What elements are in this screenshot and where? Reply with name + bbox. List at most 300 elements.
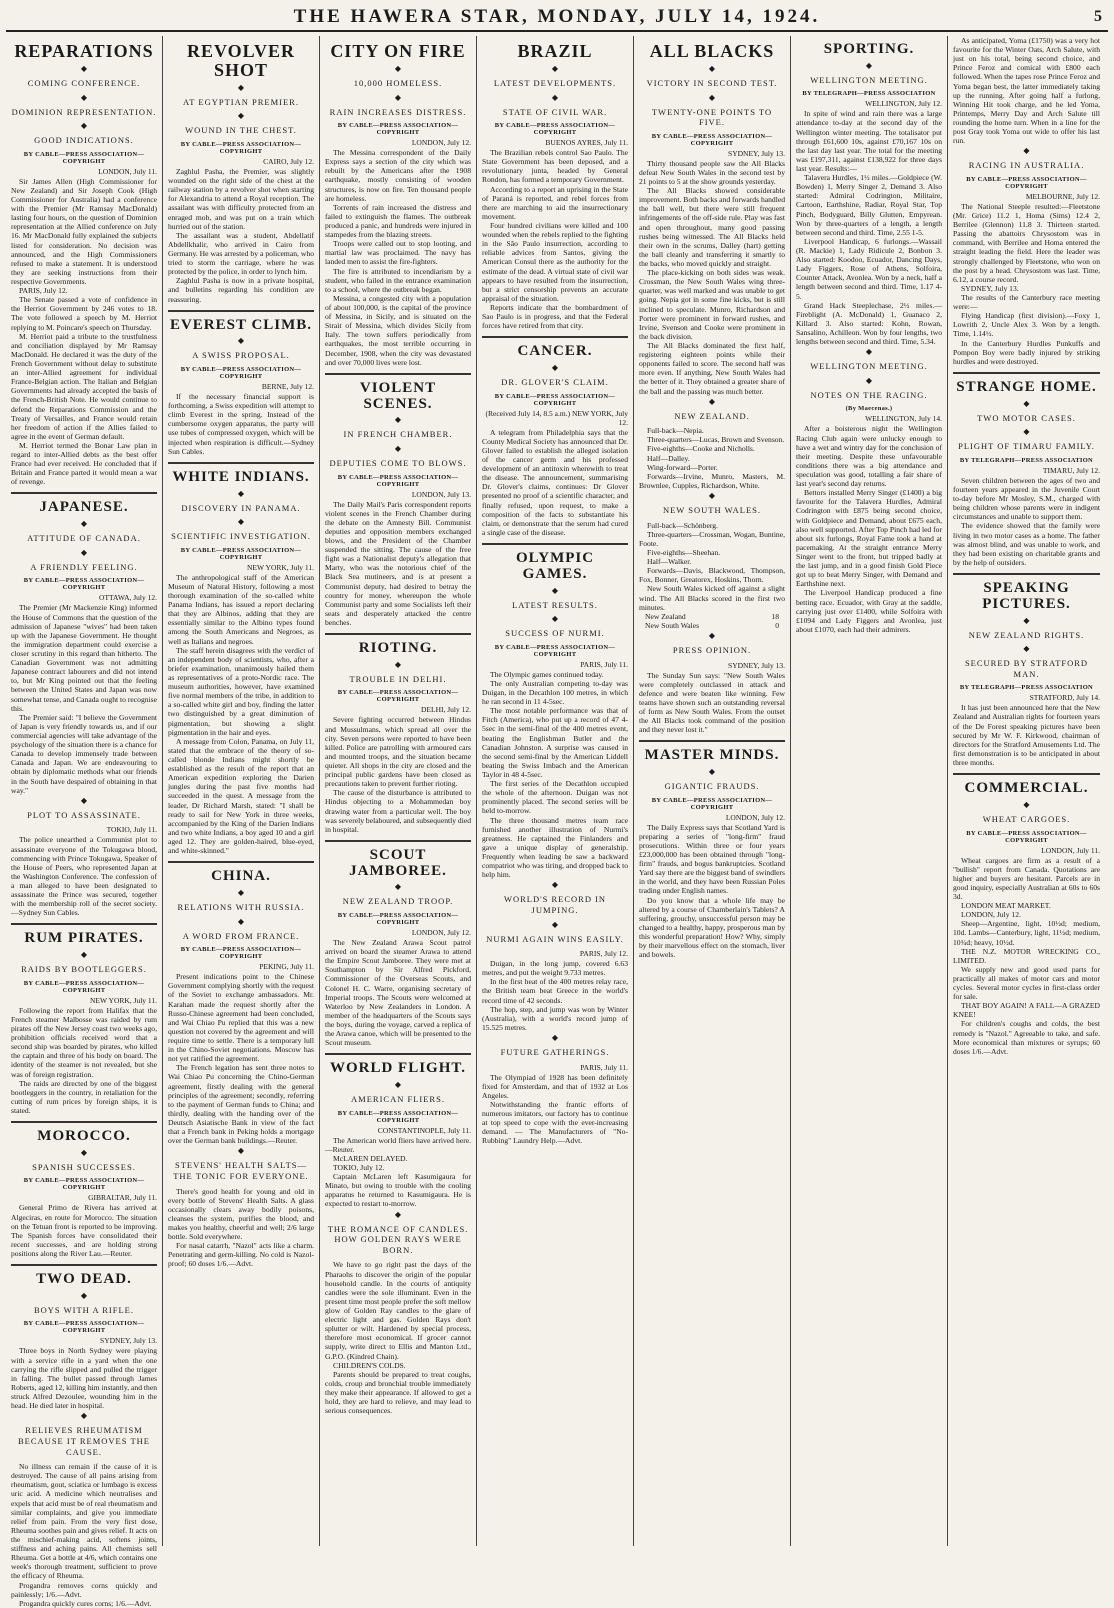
- cable-credit: BY CABLE—PRESS ASSOCIATION—COPYRIGHT: [180, 546, 302, 561]
- article-subheading: WHEAT CARGOES.: [982, 813, 1071, 824]
- article-paragraph: The French legation has sent three notes to Wai Chiao Pu concerning the Chino-German agreement, firstly dealing with the general principles of the agreement; secondly, referring to the payment of German funds to China; and thirdly, dealing with the handing over of the Deutsch Asiatische Bank in view of the fact that a French bank in Peking holds a mortgage over the German bank buildings.—Reuter.: [168, 1063, 316, 1146]
- cable-credit: BY CABLE—PRESS ASSOCIATION—COPYRIGHT: [180, 946, 302, 961]
- article-paragraph: Thirty thousand people saw the All Blacks defeat New South Wales in the second test by 21 points to 5 at the show grounds yesterday.: [639, 158, 787, 186]
- article-divider: [953, 573, 1100, 575]
- diamond-ornament: ◆: [80, 63, 88, 73]
- article-divider: [168, 861, 314, 863]
- article-paragraph: Torrents of rain increased the distress and failed to extinguish the flames. The outbreak produced a panic, and hundreds were injured in stampedes from the blazing streets.: [325, 202, 473, 240]
- article-paragraph: Reports indicate that the bombardment of Sao Paulo is in progress, and that the Federal forces have retired from that city.: [482, 303, 630, 331]
- article-paragraph: Flying Handicap (first division).—Foxy 1, Lowrith 2, Uncle Alex 3. Won by a length. Time, 1.14½.: [953, 311, 1102, 339]
- article-paragraph: THE N.Z. MOTOR WRECKING CO., LIMITED.: [953, 946, 1102, 965]
- diamond-ornament: ◆: [1023, 398, 1030, 408]
- article-subheading: NEW ZEALAND.: [674, 410, 750, 421]
- article-headline: STRANGE HOME.: [956, 378, 1097, 395]
- dateline: LONDON, July 13.: [411, 489, 471, 499]
- dateline: PEKING, July 11.: [259, 962, 314, 972]
- article-headline: RIOTING.: [358, 640, 438, 657]
- cable-credit: BY CABLE—PRESS ASSOCIATION—COPYRIGHT: [23, 1177, 145, 1192]
- article-subheading: A FRIENDLY FEELING.: [30, 561, 138, 572]
- article-paragraph: Progandra quickly cures corns; 1/6.—Advt.: [19, 1598, 152, 1608]
- article-headline: CHINA.: [211, 868, 271, 885]
- article-paragraph: Duigan, in the long jump, covered 6.63 metres, and put the weight 9.733 metres.: [482, 959, 630, 978]
- dateline: NEW YORK, July 11.: [246, 562, 314, 572]
- article: [482, 881, 628, 1032]
- article: [639, 632, 785, 734]
- dateline: CONSTANTINOPLE, July 11.: [377, 1125, 471, 1135]
- article-headline: MOROCCO.: [37, 1128, 131, 1145]
- dateline: LONDON, July 12.: [411, 927, 471, 937]
- article-paragraph: If the necessary financial support is forthcoming, a Swiss expedition will attempt to climb Everest in the spring. Instead of the cumbersome oxygen apparatus, the party will use tubes of compressed oxygen, which will be injected when respiration is difficult.—Sydney Sun Cables.: [168, 392, 316, 456]
- article-paragraph: In the first heat of the 400 metres relay race, the British team beat Greece in the world's record time of 42 seconds.: [482, 977, 630, 1005]
- diamond-ornament: ◆: [394, 659, 402, 669]
- article-paragraph: No illness can remain if the cause of it is destroyed. The cause of all pains arising from rheumatism, gout, sciatica or lumbago is excess uric acid. A medicine which neutralises and expels that acid must be of real rheumatism and similar complaints, and give you immediate relief from pain. From the very first dose, Rheuma soothes pain and gives relief. It acts on the mischief-making acid, softens joints, stiffness and aching pains. All chemists sell Rheuma. Get a bottle at 4/6, which contains one week's thorough treatment, sufficient to prove the efficacy of Rheuma.: [11, 1462, 159, 1581]
- article: [325, 42, 471, 367]
- dateline: TIMARU, July 12.: [1042, 465, 1100, 475]
- article: [11, 1412, 157, 1608]
- article-paragraph: The Daily Express says that Scotland Yard is preparing a series of "long-firm" fraud prosecutions. Within three or four years £23,000,000 has been obtained through "long-firm" frauds, and bogus bankruptcies. Scotland Yard say there are the biggest band of swindlers in the world, and they have been Russian Poles trading under English names.: [639, 822, 787, 896]
- cable-credit: BY TELEGRAPH—PRESS ASSOCIATION: [959, 684, 1094, 692]
- article: [482, 42, 628, 330]
- article-paragraph: Seven children between the ages of two and fourteen years appeared in the Juvenile Court to-day before Mr Mosley, S.M., charged with being children whose parents were in indigent circumstances and unable to support them.: [953, 475, 1102, 522]
- article-paragraph: Zaghlul Pasha is now in a private hospital, and bulletins regarding his condition are reassuring.: [168, 276, 316, 304]
- article-subheading: WELLINGTON MEETING.: [810, 74, 928, 85]
- article-paragraph: CHILDREN'S COLDS.: [333, 1360, 406, 1370]
- article: [796, 348, 942, 634]
- article-paragraph: Troops were called out to stop looting, and martial law was proclaimed. The navy has landed men to assist the fire-fighters.: [325, 239, 473, 267]
- article-paragraph: The Senate passed a vote of confidence in the Herriot Government by 246 votes to 18. The vote followed a speech by M. Herriot replying to M. Poincare's speech on Thursday.: [11, 295, 159, 332]
- article-subheading: FUTURE GATHERINGS.: [500, 1047, 610, 1058]
- article-paragraph: Messina, a congested city with a population of about 100,000, is the capital of the province of Messina, in Sicily, and is situated on the Strait of Messina, which divides Sicily from Italy. The town suffers periodically from earthquakes, the most terrible occurring in December, 1908, when the city was devastated and over 70,000 lives were lost.: [325, 293, 473, 367]
- cable-credit: BY CABLE—PRESS ASSOCIATION—COPYRIGHT: [966, 829, 1087, 844]
- article-paragraph: The first series of the Decathlon occupied the whole of the afternoon. Duigan was not prominently placed. The second series will be held to-morrow.: [482, 779, 630, 816]
- masthead: [6, 4, 1108, 32]
- article-divider: [325, 373, 471, 375]
- article-subheading: SECURED BY STRATFORD MAN.: [964, 658, 1089, 679]
- score-value: 18: [771, 611, 779, 621]
- article-subheading: A SWISS PROPOSAL.: [192, 350, 290, 361]
- diamond-ornament: ◆: [551, 880, 559, 890]
- article-paragraph: The most notable performance was that of Fitch (America), who put up a record of 47 4-5sec in the semi-final of the 400 metres event, beating the Englishman Butler and the Canadian Johnston. A surprise was caused in the second semi-final by the American Liddell beating the Swiss Imbach and the American Taylor in 48 4-5sec.: [482, 706, 630, 779]
- article-divider: [168, 310, 314, 312]
- article-paragraph: The Premier (Mr Mackenzie King) informed the House of Commons that the question of the admission of Japanese "wives" had been taken up with the Japanese Government. He thought the immigration department could exercise a closer scrutiny in this regard than hitherto. The Canadian Government was not admitting Japanese contract labourers and did not intend to, but Mr King pointed out that the feeling between the United States and Japan was now somewhat tense, and Canada ought to recognise this.: [11, 603, 159, 713]
- article-subheading: COMING CONFERENCE.: [27, 77, 141, 88]
- diamond-ornament: ◆: [551, 63, 559, 73]
- diamond-ornament: ◆: [237, 887, 245, 897]
- article-paragraph: The Daily Mail's Paris correspondent reports violent scenes in the French Chamber during the debate on the Amnesty Bill. Communist deputies and opposition members exchanged blows, and the President of the Chamber suspended the sitting. The cause of the free fight was a Nationalist deputy's allegation that Marty, who was the notorious chief of the Black Sea mutineers, and is at present a Communist deputy, had desired to betray the country for money, whereupon the whole Communist party and some Socialists left their seats and desperately attacked the centre benches.: [325, 499, 473, 627]
- cable-credit: BY CABLE—PRESS ASSOCIATION—COPYRIGHT: [23, 150, 145, 165]
- article-paragraph: Three-quarters—Crossman, Wogan, Buntine, Foote.: [639, 529, 787, 548]
- article: [482, 543, 628, 879]
- news-column: [6, 36, 163, 1608]
- article-subheading: RELIEVES RHEUMATISM BECAUSE IT REMOVES THE CAUSE.: [18, 1425, 150, 1457]
- article-paragraph: According to a report an uprising in the State of Paraná is reported, and rebel forces from there are marching to aid the insurrectionary movement.: [482, 184, 630, 221]
- diamond-ornament: ◆: [865, 60, 873, 70]
- article-divider: [325, 840, 471, 842]
- article-subheading: RAIN INCREASES DISTRESS.: [329, 106, 467, 117]
- score-row: [639, 612, 785, 621]
- page-number: 5: [1094, 8, 1102, 25]
- diamond-ornament: ◆: [394, 415, 402, 425]
- article-divider: [11, 1264, 157, 1266]
- article-paragraph: M. Herriot paid a tribute to the trustfulness and conciliation displayed by Mr Ramsay MacDonald. He declared it was the duty of the French Government without delay to substitute an inter-Allied agreement for individual France-Belgian action. The Italian and Belgian Governments had already accepted the basis of the French-British Note. He would continue to defend the Reparations Commission and the Treaty of Versailles, and France would retain her freedom of action if the Allies failed to agree in the event of German default.: [11, 331, 159, 441]
- article-paragraph: The fire is attributed to incendiarism by a student, who failed in the entrance examination to a school, where the outbreak began.: [325, 266, 473, 294]
- article-paragraph: The Sunday Sun says: "New South Wales were completely outclassed in attack and defence and were beaten like winning. Few teams have shown such an outstanding reversal of form as New South Wales. From the outset the All Blacks took command of the position and they never lost it.": [639, 670, 787, 735]
- article-paragraph: The staff herein disagrees with the verdict of an independent body of scientists, who, after a briefer examination, unanimously hailed them as representatives of a proto-Nordic race. The museum authorities, however, have examined five normal members of the tribe, in addition to a so-called white girl and boy, finding the latter two distinguished by a great diminution of pigmentation, but showing a slight pigmentation in the hair and eyes.: [168, 645, 316, 737]
- article-paragraph: Sheep—Argentine, light, 10½d; medium, 10d. Lambs—Canterbury, light, 11½d; medium, 10¾d; heavy, 10½d.: [953, 919, 1102, 947]
- article-paragraph: The Liverpool Handicap produced a fine betting race. Ecuador, with Gray at the saddle, carrying just over £1400, while Solfoira with £1094 and Lady Figgers and Avonlea, just about £1070, each had their admirers.: [796, 588, 944, 634]
- article-paragraph: Three boys in North Sydney were playing with a service rifle in a yard when the one carrying the rifle slipped and pulled the trigger in falling. The bullet passed through James Roberts, aged 12, killing him instantly, and then struck Alfred Dezoulee, wounding him in the head. He died later in hospital.: [11, 1346, 159, 1411]
- article-headline: SCOUT JAMBOREE.: [349, 846, 447, 879]
- article-subheading: GOOD INDICATIONS.: [34, 135, 134, 146]
- dateline: TOKIO, July 11.: [106, 825, 157, 835]
- article: [325, 840, 471, 1047]
- article-divider: [639, 740, 785, 742]
- diamond-ornament: ◆: [394, 1080, 402, 1090]
- article-headline: SPEAKING PICTURES.: [982, 580, 1071, 612]
- cable-credit: BY CABLE—PRESS ASSOCIATION—COPYRIGHT: [180, 366, 302, 381]
- article-paragraph: The three thousand metres team race furnished another illustration of Nurmi's greatness. He captained the Finlanders and gave a unique display of generalship. Frequently when leading he saw a backward compatriot who was tiring, and dropped back to help him.: [482, 815, 630, 880]
- article-subheading: TWENTY-ONE POINTS TO FIVE.: [651, 106, 773, 128]
- article-paragraph: Wheat cargoes are firm as a result of a "bullish" report from Canada. Quotations are higher and buyers are hesitant. Parcels are in good inquiry, especially Australian at 60s to 60s 3d.: [953, 855, 1102, 901]
- cable-credit: BY CABLE—PRESS ASSOCIATION—COPYRIGHT: [494, 643, 616, 658]
- diamond-ornament: ◆: [708, 92, 716, 102]
- article: [482, 336, 628, 537]
- article-paragraph: For nasal catarrh, "Nazol" acts like a charm. Penetrating and germ-killing. No cold is Nazol-proof; 60 doses 1/6.—Advt.: [168, 1241, 316, 1269]
- article-paragraph: Parents should be prepared to treat coughs, colds, croup and bronchial trouble immediately they make their appearance. If allowed to get a hold, they are hard to relieve, and may lead to serious consequences.: [325, 1369, 473, 1416]
- dateline: LONDON, July 11.: [98, 166, 157, 176]
- cable-credit: BY TELEGRAPH—PRESS ASSOCIATION: [959, 456, 1094, 464]
- diamond-ornament: ◆: [80, 1147, 88, 1157]
- diamond-ornament: ◆: [551, 92, 559, 102]
- diamond-ornament: ◆: [708, 396, 716, 406]
- article-paragraph: THAT BOY AGAIN! A FALL—A GRAZED KNEE!: [953, 1001, 1102, 1020]
- article-subheading: PRESS OPINION.: [672, 644, 752, 655]
- article-paragraph: New South Wales kicked off against a slight wind. The All Blacks scored in the first two minutes.: [639, 584, 787, 612]
- dateline: LONDON, July 11.: [1041, 845, 1100, 855]
- diamond-ornament: ◆: [1023, 615, 1030, 625]
- article: [11, 42, 157, 486]
- article-paragraph: The Messina correspondent of the Daily Express says a section of the city which was rebuilt by the Americans after the 1908 earthquake, mostly consisting of wooden structures, is now on fire. Ten thousand people are homeless.: [325, 148, 473, 203]
- diamond-ornament: ◆: [1023, 799, 1030, 809]
- article-headline: EVEREST CLIMB.: [169, 316, 313, 333]
- cable-credit: BY CABLE—PRESS ASSOCIATION—COPYRIGHT: [337, 1109, 459, 1124]
- article-paragraph: We supply new and good used parts for practically all makes of motor cars and motor cycles. Several motor cycles in first-class order for sale.: [953, 964, 1102, 1002]
- article-headline: COMMERCIAL.: [964, 780, 1089, 797]
- article-divider: [482, 543, 628, 545]
- article-headline: REVOLVER SHOT: [186, 41, 295, 80]
- article-paragraph: The National Steeple resulted:—Fleetstone (Mr. Grice) 11.2 1, Homa (Sims) 12.4 2, Berrilee (Glennon) 11.8 3. Thirteen started. Passing the abattoirs Chrysostom was in command, with Berrilee and Homa entered the straight leading the field. Here the leader was strongly challenged by Fleetstone, who won on the post by a head. Chrysostom was last. Time, 6.12, a course record.: [953, 201, 1102, 284]
- article-paragraph: LONDON, July 12.: [961, 910, 1021, 920]
- article-paragraph: Five-eighths—Sheehan.: [647, 547, 721, 557]
- article-headline: CANCER.: [517, 343, 593, 360]
- diamond-ornament: ◆: [1023, 146, 1030, 156]
- diamond-ornament: ◆: [551, 1033, 559, 1043]
- diamond-ornament: ◆: [80, 950, 88, 960]
- article-subheading: 10,000 HOMELESS.: [353, 77, 443, 88]
- article-paragraph: The New Zealand Arawa Scout patrol arrived on board the steamer Arawa to attend the Empire Scout Jamboree. They were met at Southampton by Sir Alfred Pickford, Commissioner of the Overseas Scouts, and Colonel H. C. Warre, organising secretary of Imperial troops. The Scouts were welcomed at Waterloo by New Zealanders in London. A member of the headquarters of the Scouts says the boys, during the voyage, carved a replica of the Arawa canoe, which will be presented to the Scout museum.: [325, 937, 473, 1048]
- article: [639, 42, 785, 396]
- article-subheading: NOTES ON THE RACING.: [810, 389, 928, 400]
- article: [482, 1034, 628, 1146]
- diamond-ornament: ◆: [237, 916, 245, 926]
- article: [953, 573, 1100, 767]
- diamond-ornament: ◆: [394, 882, 402, 892]
- article-paragraph: LONDON MEAT MARKET.: [961, 901, 1051, 911]
- article-subheading: SUCCESS OF NURMI.: [505, 628, 605, 639]
- news-column: [948, 36, 1105, 1546]
- article-headline: OLYMPIC GAMES.: [515, 550, 595, 582]
- article-paragraph: Progandra removes corns quickly and painlessly; 1/6.—Advt.: [11, 1580, 159, 1599]
- diamond-ornament: ◆: [394, 443, 402, 453]
- diamond-ornament: ◆: [237, 111, 245, 121]
- article-headline: MASTER MINDS.: [644, 747, 780, 764]
- article-headline: ALL BLACKS: [649, 41, 775, 61]
- article: [953, 372, 1100, 567]
- diamond-ornament: ◆: [865, 375, 873, 385]
- article: [168, 310, 314, 456]
- article-subheading: NEW SOUTH WALES.: [662, 505, 762, 515]
- article-subheading: STATE OF CIVIL WAR.: [502, 106, 608, 117]
- article-paragraph: McLAREN DELAYED.: [333, 1153, 408, 1163]
- article-headline: CITY ON FIRE: [330, 41, 466, 61]
- article-paragraph: A message from Colon, Panama, on July 11, stated that the embrace of the theory of so-called blonde Indians might shortly be established as the result of the report that an American expedition exploring the Darien jungles during the past five months had succeeded in the quest. A message from the leader, Dr Richard Marsh, stated: "I shall be ready to sail for New York in three weeks, accompanied by the King of the Darien Indians and two white Indians, a boy aged 10 and a girl aged 12. They are golden-haired, blue-eyed, and white-skinned.": [168, 736, 316, 856]
- diamond-ornament: ◆: [394, 63, 402, 73]
- dateline: DELHI, July 12.: [421, 705, 471, 715]
- article: [11, 923, 157, 1115]
- news-column: [634, 36, 791, 1546]
- news-column: [320, 36, 477, 1546]
- news-column: [477, 36, 634, 1546]
- article-paragraph: Do you know that a whole life may be altered by a course of Chamberlain's Tablets? A suffering, grouchy, unsuccessful person may be changed to a healthy, happy, prosperous man by this wonderful preparation! How? Why, simply by their marvellous effect on the stomach, liver and bowels.: [639, 895, 787, 960]
- cable-credit: BY CABLE—PRESS ASSOCIATION—COPYRIGHT: [651, 132, 773, 147]
- diamond-ornament: ◆: [237, 336, 245, 346]
- article-subheading: NEW ZEALAND TROOP.: [342, 896, 454, 907]
- article-headline: REPARATIONS: [14, 41, 154, 61]
- article-paragraph: SYDNEY, July 13.: [961, 283, 1019, 293]
- article-paragraph: Severe fighting occurred between Hindus and Mussulmans, which spread all over the city. Seven persons were reported to have been killed. Police are patrolling with armoured cars and mounted troops, and the situation became quieter. All shops in the city are closed and the principal public gardens have been closed as precautions taken to prevent further rioting.: [325, 715, 473, 789]
- score-team: New Zealand: [645, 611, 686, 621]
- article-paragraph: The Olympic games continued today.: [490, 669, 604, 679]
- dateline: PARIS, July 11.: [580, 1062, 628, 1072]
- article-paragraph: Captain McLaren left Kasumigaura for Minato, but owing to trouble with the cooling apparatus he returned to Kasumigaura. He is expected to restart to-morrow.: [325, 1172, 473, 1209]
- article-paragraph: After a boisterous night the Wellington Racing Club again were unlucky enough to have a wet and wintry day for the conclusion of their meeting. Despite these unfavourable conditions there was a big attendance and speculation was good, totalling a fair share of last year's second day returns.: [796, 424, 944, 489]
- article-paragraph: Talavera Hurdles, 1½ miles.—Goldpiece (W. Bowden) 1, Merry Singer 2, Demand 3. Also started: Admiral Codrington, Militaire, Cartoon, Earthshine, Radiar, Royal Star, Top Pinch, Bodyguard, Billy Glutten, Empyrean. Won by three-quarters of a length, a length between second and third. Time, 2.55 1-5.: [796, 173, 944, 237]
- article-paragraph: The evidence showed that the family were living in two motor cases as a home. The father was almost blind, and was unable to work, and they had been existing on charitable grants and by the help of outsiders.: [953, 521, 1102, 567]
- diamond-ornament: ◆: [708, 767, 716, 777]
- article-subheading: NEW ZEALAND RIGHTS.: [968, 629, 1085, 640]
- article-paragraph: Three-quarters—Lucas, Brown and Svenson.: [647, 435, 785, 445]
- article: [11, 797, 157, 918]
- article: [639, 492, 785, 612]
- article-paragraph: The All Blacks showed considerable improvement. Both backs and forwards handled the ball well, but there were still frequent infringements of the off-side rule. Play was fast and open throughout, many good passing rushes being witnessed. The All Blacks held their own in the scrums, Dalley (hart) getting the ball cleanly and transferring it smartly to the backs, who moved quickly and straight.: [639, 186, 787, 268]
- cable-credit: BY CABLE—PRESS ASSOCIATION—COPYRIGHT: [337, 689, 459, 704]
- article-paragraph: The raids are directed by one of the biggest bootleggers in the country, in retaliation for the cutting of rum prices by foreign ships, it is stated.: [11, 1078, 159, 1115]
- article-headline: SPORTING.: [823, 41, 915, 57]
- article-paragraph: Liverpool Handicap, 6 furlongs.—Wassail (R. Mackie) 1, Lady Ridicule 2, Bonbon 3. Also started: Koodoo, Ecuador, Dancing Days, Lady Figgers, Rose of Athens, Solfoira, Counter Attack, Avonlea. Won by a neck, half a length between second and third. Time, 1.17 4-5.: [796, 236, 944, 301]
- diamond-ornament: ◆: [394, 92, 402, 102]
- article-paragraph: TOKIO, July 12.: [333, 1162, 385, 1172]
- diamond-ornament: ◆: [1023, 427, 1030, 437]
- article: [11, 1264, 157, 1410]
- article-paragraph: The assailant was a student, Abdellatif Abdellkhalir, who arrived in Cairo from Germany. He was arrested by a policeman, who tried to storm the carriage, where he was protected by the police, in order to lynch him.: [168, 230, 316, 277]
- article-subheading: SPANISH SUCCESSES.: [32, 1161, 136, 1172]
- cable-credit: BY CABLE—PRESS ASSOCIATION—COPYRIGHT: [494, 392, 616, 407]
- article-paragraph: The Olympiad of 1928 has been definitely fixed for Amsterdam, and that of 1932 at Los Angeles.: [482, 1072, 630, 1100]
- diamond-ornament: ◆: [551, 614, 559, 624]
- article: [325, 1211, 471, 1416]
- cable-credit: BY CABLE—PRESS ASSOCIATION—COPYRIGHT: [966, 175, 1087, 190]
- article-subheading: AMERICAN FLIERS.: [351, 1094, 445, 1105]
- diamond-ornament: ◆: [394, 1209, 402, 1219]
- cable-credit: BY CABLE—PRESS ASSOCIATION—COPYRIGHT: [337, 473, 459, 488]
- article-paragraph: PARIS, July 12.: [19, 286, 68, 296]
- article-paragraph: In spite of wind and rain there was a large attendance to-day at the second day of the Wellington winter meeting. The totalisator put through £61,600 10s, against £70,167 10s on the last day last year. The total for the meeting was £197,311, against £138,922 for three days last year. Results:—: [796, 109, 944, 174]
- article-paragraph: The Brazilian rebels control Sao Paulo. The State Government has been deposed, and a revolutionary junta, headed by General Rondon, has formed a temporary Government.: [482, 148, 630, 185]
- article-headline: JAPANESE.: [39, 499, 129, 516]
- diamond-ornament: ◆: [237, 517, 245, 527]
- diamond-ornament: ◆: [80, 795, 88, 805]
- article-divider: [325, 633, 471, 635]
- cable-credit: BY TELEGRAPH—PRESS ASSOCIATION: [802, 90, 936, 98]
- article-subheading: RELATIONS WITH RUSSIA.: [177, 901, 305, 912]
- article: [168, 1147, 314, 1268]
- diamond-ornament: ◆: [80, 1411, 88, 1421]
- article-paragraph: Half—Dalley.: [647, 453, 690, 463]
- article-subheading: RACING IN AUSTRALIA.: [968, 160, 1085, 171]
- masthead-title: THE HAWERA STAR, MONDAY, JULY 14, 1924.: [293, 6, 821, 27]
- article-paragraph: Sir James Allen (High Commissioner for New Zealand) and Sir Joseph Cook (High Commissioner for Australia) had a conference with the Premier (Mr Ramsay MacDonald) lasting four hours, on the question of Dominion representation at the Allied conference on July 16. Mr MacDonald fully explained the subjects listed for consideration. No decision was announced, and the High Commissioners refused to make a statement. It is understood they are seeking instructions from their respective Governments.: [11, 176, 159, 286]
- dateline: OTTAWA, July 12.: [99, 593, 157, 603]
- cable-credit: BY CABLE—PRESS ASSOCIATION—COPYRIGHT: [23, 577, 145, 592]
- article: [325, 373, 471, 627]
- article-headline: TWO DEAD.: [36, 1271, 132, 1288]
- article: [11, 1121, 157, 1258]
- article-divider: [11, 492, 157, 494]
- article-subheading: LATEST RESULTS.: [512, 599, 598, 610]
- article-paragraph: Half—Walker.: [647, 557, 692, 567]
- article-paragraph: Bettors installed Merry Singer (£1400) a big favourite for the Talavera Hurdles, Admiral Codrington with £875 being second choice, with Goldpiece and Demand, about £675 each, also well supported. After Top Pinch had led for about six furlongs, Royal Fame took a hand at pacemaking. At the straight entrance Merry Singer went to the front, but tripped badly at the last jump, and in a good finish Gold Piece got up to beat Merry Singer, with Demand and Earthshine next.: [796, 488, 944, 589]
- article-paragraph: Full-back—Schönberg.: [647, 520, 718, 530]
- article-subheading: A WORD FROM FRANCE.: [182, 930, 300, 941]
- article-divider: [482, 336, 628, 338]
- news-column: [791, 36, 948, 1546]
- article-subheading: ATTITUDE OF CANADA.: [27, 533, 141, 544]
- article-subheading: TROUBLE IN DELHI.: [349, 673, 447, 684]
- article-subheading: DEPUTIES COME TO BLOWS.: [329, 457, 467, 468]
- diamond-ornament: ◆: [80, 1290, 88, 1300]
- diamond-ornament: ◆: [80, 121, 88, 131]
- article: [168, 462, 314, 855]
- score-value: 0: [775, 620, 779, 630]
- dateline: WELLINGTON, July 12.: [865, 99, 942, 109]
- dateline: CAIRO, July 12.: [263, 157, 314, 167]
- dateline: SYDNEY, July 13.: [728, 660, 785, 670]
- article-paragraph: A telegram from Philadelphia says that the County Medical Society has announced that Dr. Glover failed to establish the alleged isolation of the cancer germ and his professed development of an antitoxin wherewith to treat the disease. The announcement, summarising Dr. Glover's claims, continues: Dr Glover presented no proof of a scientific character, and finally refused, upon request, to make a composition of the facts to substantiate his claim, or demonstrate that the serum had cured a single case of the disease.: [482, 427, 630, 537]
- article: [325, 633, 471, 834]
- cable-credit: BY CABLE—PRESS ASSOCIATION—COPYRIGHT: [494, 122, 616, 137]
- article-subheading: DISCOVERY IN PANAMA.: [181, 502, 301, 513]
- article-paragraph: There's good health for young and old in every bottle of Stevens' Health Salts. A glass occasionally clears away bodily poisons, cleanses the system, purifies the blood, and makes you healthy, cheerful and well; 2/6 large bottle. Sold everywhere.: [168, 1186, 316, 1242]
- diamond-ornament: ◆: [237, 1146, 245, 1156]
- diamond-ornament: ◆: [551, 919, 559, 929]
- article-paragraph: In the Canterbury Hurdles Punkuffs and Pompon Boy were badly injured by striking hurdles and were destroyed.: [953, 338, 1102, 366]
- article-subheading: RAIDS BY BOOTLEGGERS.: [21, 964, 147, 975]
- article-paragraph: The only Australian competing to-day was Duigan, in the Decathlon 100 metres, in which he ran second in 11 4-5sec.: [482, 678, 630, 707]
- cable-credit: BY CABLE—PRESS ASSOCIATION—COPYRIGHT: [337, 122, 459, 137]
- article-subheading: PLIGHT OF TIMARU FAMILY.: [958, 441, 1095, 452]
- cable-credit: BY CABLE—PRESS ASSOCIATION—COPYRIGHT: [180, 141, 302, 156]
- diamond-ornament: ◆: [708, 491, 716, 500]
- article-divider: [11, 923, 157, 925]
- article-subheading: WELLINGTON MEETING.: [810, 361, 928, 372]
- article-headline: RUM PIRATES.: [24, 930, 144, 947]
- article-paragraph: Forwards—Davis, Blackwood, Thompson, Fox, Bonner, Greatorex, Hoskins, Thorn.: [639, 566, 787, 585]
- cable-credit: BY CABLE—PRESS ASSOCIATION—COPYRIGHT: [23, 979, 145, 994]
- article: [639, 398, 785, 490]
- article-paragraph: The hop, step, and jump was won by Winter (Australia), with a world's record jump of 15.525 metres.: [482, 1004, 630, 1032]
- article-divider: [11, 1121, 157, 1123]
- article-subheading: AT EGYPTIAN PREMIER.: [183, 96, 299, 107]
- diamond-ornament: ◆: [865, 347, 873, 357]
- diamond-ornament: ◆: [80, 92, 88, 102]
- article: [953, 36, 1100, 145]
- article: [168, 42, 314, 304]
- article-paragraph: General Primo de Rivera has arrived at Algeciras, en route for Morocco. The situation on the Tetuan front is reported to be improving. The Spanish forces have consolidated their recent successes, and are holding strong positions along the River Lau.—Reuter.: [11, 1203, 159, 1258]
- score-row: [639, 621, 785, 630]
- article: [168, 861, 314, 1145]
- article-divider: [953, 372, 1100, 374]
- article-headline: WHITE INDIANS.: [172, 468, 310, 485]
- diamond-ornament: ◆: [1023, 644, 1030, 654]
- article-subheading: WORLD'S RECORD IN JUMPING.: [503, 894, 607, 915]
- article: [11, 492, 157, 794]
- dateline: LONDON, July 12.: [411, 138, 471, 148]
- article-paragraph: Zaghlul Pasha, the Premier, was slightly wounded on the right side of the chest at the railway station by a revolver shot when starting for Alexandria to attend a Royal reception. The assailant was with difficulty protected from an enraged mob, and was put on a train which hurried out of the station.: [168, 167, 316, 231]
- diamond-ornament: ◆: [80, 547, 88, 557]
- article-paragraph: It has just been announced here that the New Zealand and Australian rights for fourteen years of the De Forest speaking pictures have been secured by Mr W. F. Kirkwood, chairman of directors for the Stratford Amusements Ltd. The first demonstration is to be anticipated in about three months.: [953, 703, 1102, 768]
- article: [325, 1053, 471, 1208]
- article-headline: VIOLENT SCENES.: [359, 379, 437, 412]
- article-paragraph: The police unearthed a Communist plot to assassinate everyone of the Tokugawa blood, commencing with Prince Tokugawa, Speaker of the House of Peers, who represented Japan at the Washington Conference. The confession of a man alleged to have been designated to assassinate the Prince was secured, together with the membership roll of the secret society.—Sydney Sun Cables.: [11, 835, 159, 918]
- article-paragraph: The All Blacks dominated the first half, registering eighteen points while their opponents failed to score. The second half was more even. If anything, New South Wales had the better of it. They obtained a greater share of the ball and the passing was much better.: [639, 340, 787, 396]
- dateline: LONDON, July 12.: [725, 812, 785, 822]
- article-subheading: THE ROMANCE OF CANDLES. HOW GOLDEN RAYS WERE BORN.: [327, 1223, 469, 1255]
- article-paragraph: Full-back—Nepia.: [647, 426, 704, 436]
- article-paragraph: Notwithstanding the frantic efforts of numerous imitators, our factory has to continue at top speed to cope with the ever-increasing demand. — The Manufacturers of "No-Rubbing" Laundry Help.—Advt.: [482, 1099, 630, 1146]
- dateline: PARIS, July 12.: [579, 949, 628, 959]
- article-headline: BRAZIL: [517, 41, 593, 61]
- columns-container: [6, 36, 1108, 1608]
- news-column: [163, 36, 320, 1546]
- article-subheading: VICTORY IN SECOND TEST.: [646, 77, 778, 88]
- article: [953, 773, 1100, 1056]
- article-paragraph: The anthropological staff of the American Museum of Natural History, following a most thorough examination of the so-called white Panama Indians, has issued a report declaring that they are Albinos, adding that they are essentially similar to the Albino types found among the South Americans and Negroes, as well as Italians and negroes.: [168, 572, 316, 646]
- diamond-ornament: ◆: [237, 82, 245, 92]
- article-paragraph: Present indications point to the Chinese Government complying shortly with the request of the Soviet to exchange ambassadors. Mr. Karahan made the request shortly after the Russo-Chinese agreement had been concluded, and Wai Chiao Pu replied that this was a new question not covered by the agreement and will require time to settle. There is a temporary lull in the Chino-Soviet negotiations. Moscow has not yet ratified the agreement.: [168, 972, 316, 1064]
- dateline: NEW YORK, July 11.: [89, 995, 157, 1005]
- article-headline: WORLD FLIGHT.: [329, 1060, 467, 1077]
- diamond-ornament: ◆: [80, 519, 88, 529]
- article-paragraph: M. Herriot termed the Bonar Law plan in regard to inter-Allied debts as the best offer France had ever received. He concluded that if Britain and France parted it would mean a war of revenge.: [11, 440, 159, 487]
- diamond-ornament: ◆: [708, 63, 716, 73]
- article-paragraph: Forwards—Irvine, Munro, Masters, M. Brownlee, Cupples, Richardson, White.: [639, 471, 787, 490]
- dateline: SYDNEY, July 13.: [100, 1336, 157, 1346]
- dateline: SYDNEY, July 13.: [728, 148, 785, 158]
- dateline: PARIS, July 11.: [580, 659, 628, 669]
- dateline: MELBOURNE, July 12.: [1025, 191, 1100, 201]
- article-subheading: TWO MOTOR CASES.: [977, 412, 1076, 423]
- cable-credit: (By Maecenas.): [845, 405, 893, 413]
